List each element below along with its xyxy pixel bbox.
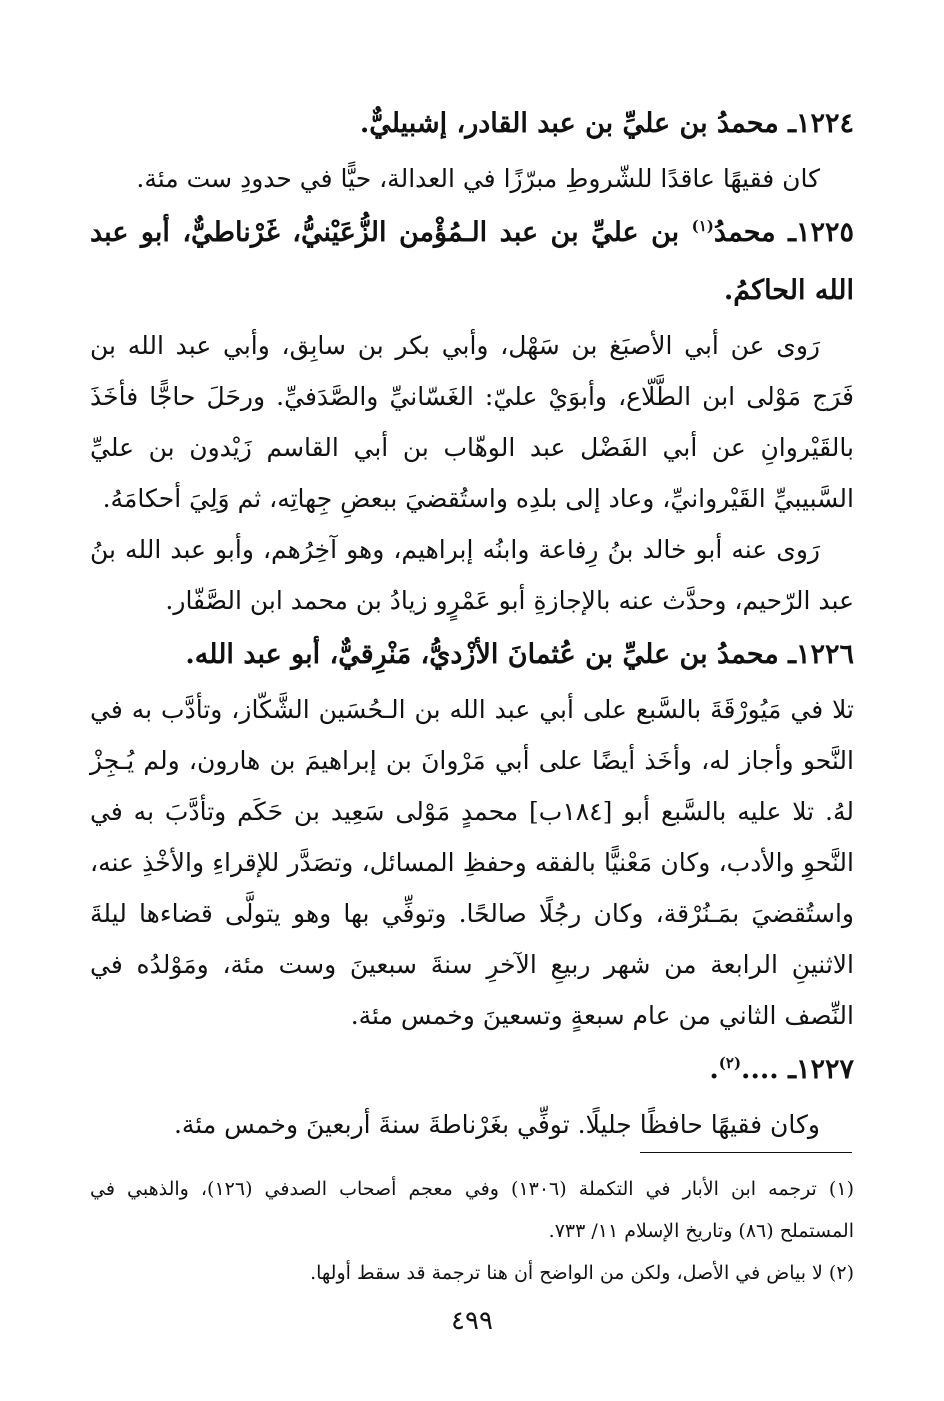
entry-1226-paragraph-1: تلا في مَيُورْقَةَ بالسَّبع على أبي عبد الله بن الـحُسَين الشَّكّاز، وتأدَّب به في النَّحو وأجاز له، وأخَذ أيضًا على أبي مَرْوانَ بن إبراهيمَ بن هارون، ولم يُـجِزْ لهُ. تلا عليه بالسَّبع أبو [١٨٤ب] محمدٍ مَوْلى سَعِيد بن حَكَم وتأدَّبَ به في النَّحوِ والأدب، وكان مَعْنيًّا بالفقه وحفظِ المسائل، وتصَدَّر للإقراءِ والأخْذِ عنه، واستُقضيَ بمَـنُرْقة، وكان رجُلًا صالحًا. وتوفِّي بها وهو يتولَّى قضاءها ليلةَ الاثنينِ الرابعة من شهر ربيعِ الآخرِ سنةَ سبعينَ وست مئة، ومَوْلدُه في النِّصف الثاني من عام سبعةٍ وتسعينَ وخمس مئة. — [90, 695, 854, 1030]
entry-title-missing: .... — [741, 1054, 779, 1085]
entry-1227-heading — [90, 1041, 854, 1099]
entry-1226-heading — [90, 626, 854, 684]
entry-number: ١٢٢٤ـ — [788, 108, 854, 139]
entry-1224-paragraph-1: كان فقيهًا عاقدًا للشّروطِ مبرّزًا في العدالة، حيًّا في حدودِ ست مئة. — [136, 164, 820, 193]
entry-1225-paragraph-2: رَوى عنه أبو خالد بنُ رِفاعة وابنُه إبراهيم، وهو آخِرُهم، وأبو عبد الله بنُ عبد الرّحيم، وحدَّث عنه بالإجازةِ أبو عَمْرٍو زيادُ بن محمد ابن الصَّفّار. — [90, 535, 854, 615]
footnote-ref-2[interactable]: (٢) — [718, 1054, 742, 1072]
footnotes — [90, 1168, 854, 1294]
entry-1224-heading — [90, 95, 854, 153]
footnote-1: (١) ترجمه ابن الأبار في التكملة (١٣٠٦) وفي معجم أصحاب الصدفي (١٢٦)، والذهبي في المستملح (٨٦) وتاريخ الإسلام ١١/ ٧٣٣. — [90, 1178, 854, 1242]
main-text — [90, 95, 854, 1150]
footnote-2: (٢) لا بياض في الأصل، ولكن من الواضح أن هنا ترجمة قد سقط أولها. — [310, 1262, 854, 1284]
entry-title-rest: بن عليِّ بن عبد الـمُؤْمن الزُّعَيْنيُّ، غَرْناطيٌّ، أبو عبد الله الحاكمُ. — [90, 217, 854, 306]
page-number: ٤٩٩ — [451, 1306, 493, 1336]
footnote-divider — [640, 1152, 852, 1153]
entry-title-name: محمدُ — [713, 217, 776, 248]
entry-1225-heading — [90, 204, 854, 320]
entry-number: ١٢٢٥ـ — [788, 217, 854, 248]
entry-title: محمدُ بن عليِّ بن عبد القادر، إشبيليٌّ. — [359, 108, 779, 139]
entry-1225-paragraph-1: رَوى عن أبي الأصبَغ بن سَهْل، وأبي بكر بن سابِق، وأبي عبد الله بن فَرَج مَوْلى ابن الطَّلّاع، وأبوَيْ عليّ: الغَسّانيِّ والصَّدَفيِّ. ورحَلَ حاجًّا فأخَذَ بالقَيْروانِ عن أبي الفَضْل عبد الوهّاب بن أبي القاسم زَيْدون بن عليِّ السَّبيبيِّ القَيْروانيِّ، وعاد إلى بلدِه واستُقضيَ ببعضِ جِهاتِه، ثم وَلِيَ أحكامَهُ. — [90, 331, 854, 513]
entry-title: محمدُ بن عليِّ بن عُثمانَ الأزْديُّ، مَنْرِقيٌّ، أبو عبد الله. — [185, 639, 779, 670]
entry-number: ١٢٢٧ـ — [788, 1054, 854, 1085]
entry-number: ١٢٢٦ـ — [788, 639, 854, 670]
entry-1227-paragraph-1: وكان فقيهًا حافظًا جليلًا. توفِّي بغَرْناطةَ سنةَ أربعينَ وخمس مئة. — [173, 1110, 820, 1139]
footnote-ref-1[interactable]: (١) — [691, 217, 714, 235]
entry-title-end: . — [709, 1054, 719, 1085]
